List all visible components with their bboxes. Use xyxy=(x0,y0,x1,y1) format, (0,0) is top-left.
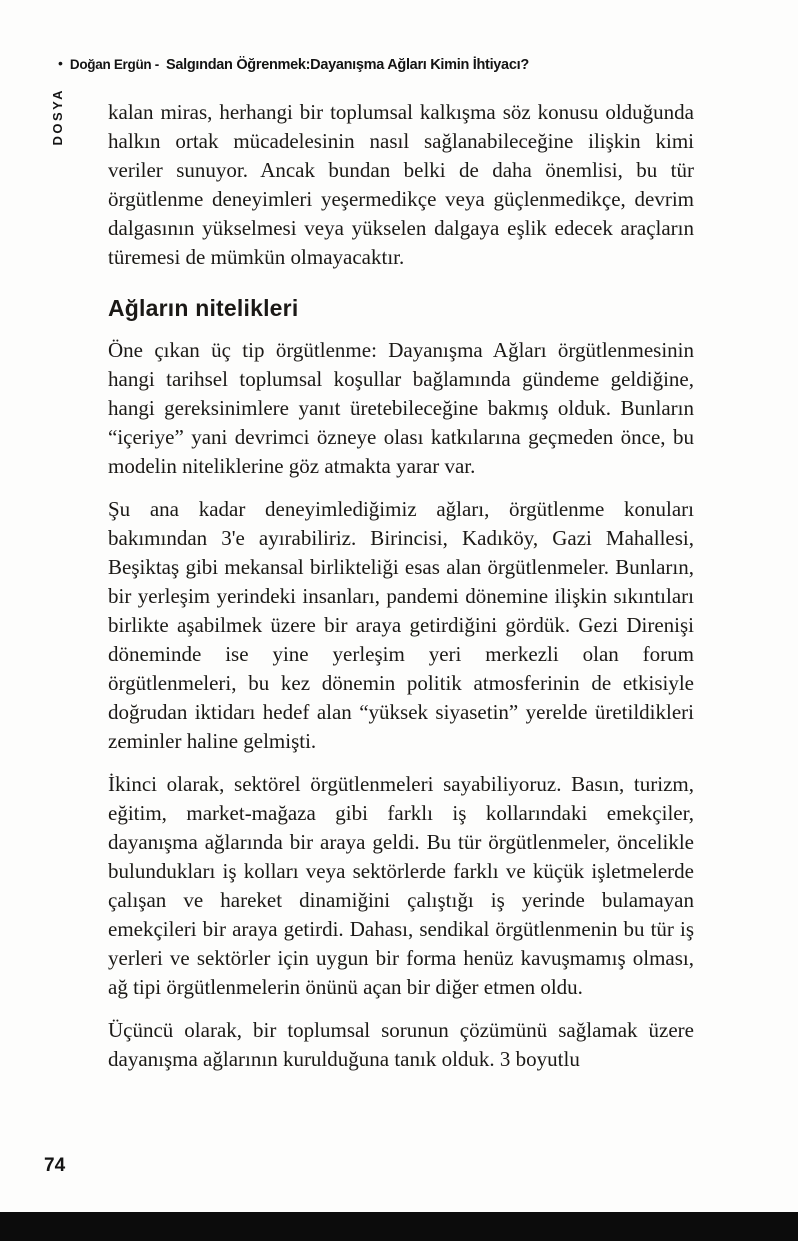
section-heading: Ağların nitelikleri xyxy=(108,295,299,321)
body-paragraph-3: İkinci olarak, sektörel örgütlenmeleri sayabiliyoruz. Basın, turizm, eğitim, market-mağaza gibi farklı iş kollarındaki emekçiler, dayanışma ağlarında bir araya geldi. Bu tür örgütlenmeler, öncelikle bulundukları iş kolları veya sektörlerde farklı ve küçük işletmelerde çalışan ve hareket dinamiğini çalıştığı iş yerinde bulamayan emekçileri bir araya getirdi. Dahası, sendikal örgütlenmenin bu tür iş yerleri ve sektörler için uygun bir forma henüz kavuşmamış olması, ağ tipi örgütlenmelerin önünü açan bir diğer etmen oldu. xyxy=(108,772,694,999)
running-header xyxy=(58,57,758,73)
bullet-icon: • xyxy=(58,55,63,71)
header-author: Doğan Ergün - xyxy=(69,57,159,72)
intro-paragraph: kalan miras, herhangi bir toplumsal kalkışma söz konusu olduğunda halkın ortak mücadelesinin nasıl sağlanabileceğine ilişkin kimi veriler sunuyor. Ancak bundan belki de daha önemlisi, bu tür örgütlenme deneyimleri yeşermedikçe veya güçlenmedikçe, devrim dalgasının yükselmesi veya yükselen dalgaya eşlik edecek araçların türemesi de mümkün olmayacaktır. xyxy=(108,100,694,269)
page-number: 74 xyxy=(44,1155,66,1176)
body-paragraph-2: Şu ana kadar deneyimlediğimiz ağları, örgütlenme konuları bakımından 3'e ayırabiliriz. Birincisi, Kadıköy, Gazi Mahallesi, Beşiktaş gibi mekansal birlikteliği esas alan örgütlenmeler. Bunların, bir yerleşim yerindeki insanları, pandemi dönemine ilişkin sıkıntıları birlikte aşabilmek üzere bir araya getirdiğini gördük. Gezi Direnişi döneminde ise yine yerleşim yeri merkezli olan forum örgütlenmeleri, bu kez dönemin politik atmosferinin de etkisiyle doğrudan iktidarı hedef alan “yüksek siyasetin” yerelde üretildikleri zeminler haline gelmişti. xyxy=(108,497,694,753)
header-article-title: Salgından Öğrenmek:Dayanışma Ağları Kimin İhtiyacı? xyxy=(166,57,529,73)
section-side-label: DOSYA xyxy=(50,88,65,146)
footer-bar xyxy=(0,1212,798,1241)
body-paragraph-4: Üçüncü olarak, bir toplumsal sorunun çözümünü sağlamak üzere dayanışma ağlarının kurulduğuna tanık olduk. 3 boyutlu xyxy=(108,1018,694,1071)
article-body xyxy=(108,98,694,1088)
body-paragraph-1: Öne çıkan üç tip örgütlenme: Dayanışma Ağları örgütlenmesinin hangi tarihsel toplumsal koşullar bağlamında gündeme geldiğine, hangi gereksinimlere yanıt üretebileceğine bakmış olduk. Bunların “içeriye” yani devrimci özneye olası katkılarına geçmeden önce, bu modelin niteliklerine göz atmakta yarar var. xyxy=(108,338,694,478)
